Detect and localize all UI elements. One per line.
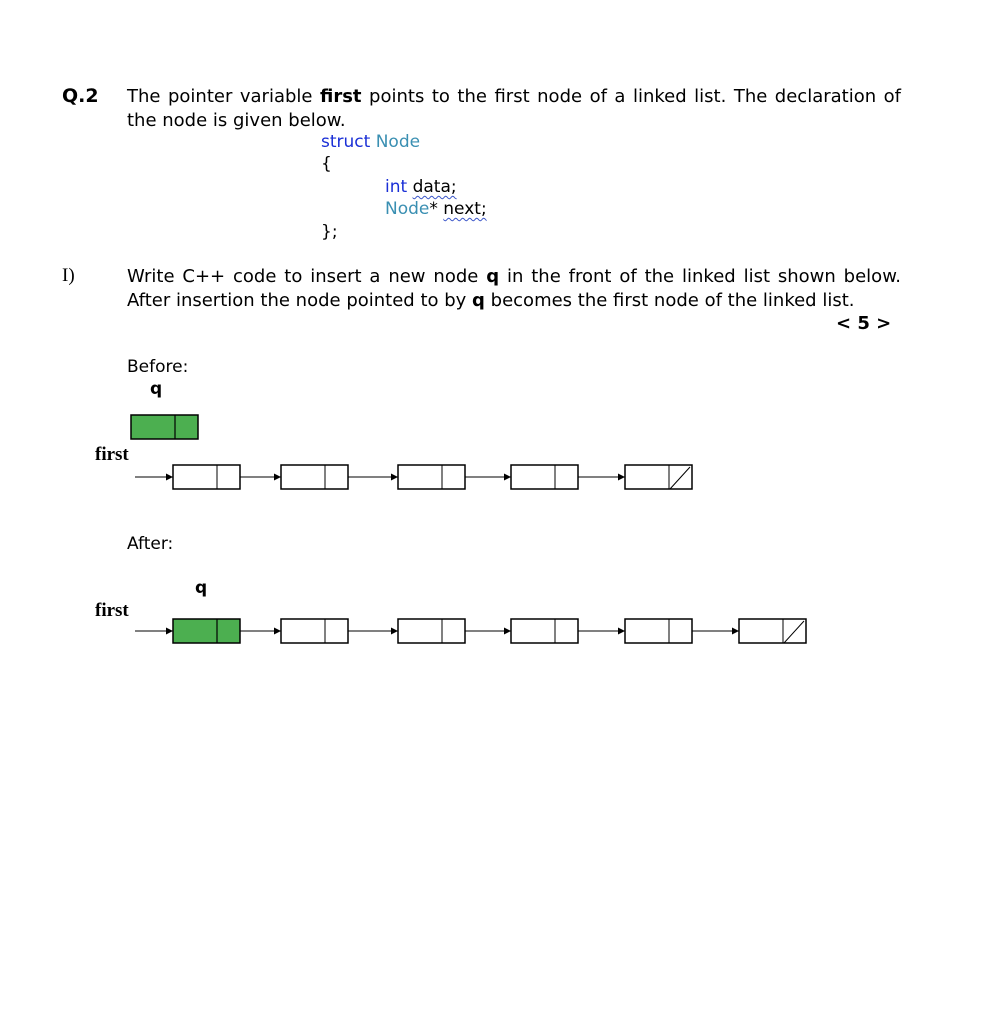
code-open-brace: { xyxy=(321,154,332,174)
member2-ptr: * xyxy=(429,199,438,219)
member2-type: Node xyxy=(385,199,430,219)
member1-name: data; xyxy=(412,177,457,197)
marks-badge: < 5 > xyxy=(836,313,892,334)
intro-text-1: The pointer variable xyxy=(127,86,320,107)
before-node-4 xyxy=(511,465,578,489)
struct-keyword: struct xyxy=(321,132,371,152)
before-new-node-q xyxy=(131,415,198,439)
after-q-label: q xyxy=(195,578,208,598)
after-label: After: xyxy=(127,534,174,554)
code-close-brace: }; xyxy=(321,222,338,242)
struct-name: Node xyxy=(375,132,421,152)
intro-text-2: points to the first node of a linked list. The declaration of the node is given below. xyxy=(127,86,902,131)
member1-type: int xyxy=(385,177,408,197)
after-node-2 xyxy=(281,619,348,643)
part-text-3: becomes the first node of the linked list. xyxy=(484,290,855,311)
part-bold-q1: q xyxy=(486,266,500,287)
after-node-q xyxy=(173,619,240,643)
question-number: Q.2 xyxy=(62,85,99,107)
part-label: I) xyxy=(62,265,75,286)
before-label: Before: xyxy=(127,357,189,377)
before-node-3 xyxy=(398,465,465,489)
before-q-label: q xyxy=(150,379,163,399)
before-node-5-null xyxy=(625,465,692,489)
before-node-2 xyxy=(281,465,348,489)
part-text-1: Write C++ code to insert a new node xyxy=(127,266,487,287)
after-node-3 xyxy=(398,619,465,643)
member2-name: next; xyxy=(443,199,487,219)
after-node-4 xyxy=(511,619,578,643)
part-bold-q2: q xyxy=(472,290,485,311)
before-node-1 xyxy=(173,465,240,489)
part-text-2: in the front of the linked list shown below. After insertion the node pointed to by xyxy=(127,266,901,311)
before-first-label: first xyxy=(95,444,129,465)
after-node-5 xyxy=(625,619,692,643)
after-first-label: first xyxy=(95,600,129,621)
intro-bold-first: first xyxy=(320,86,362,107)
after-node-6-null xyxy=(739,619,806,643)
